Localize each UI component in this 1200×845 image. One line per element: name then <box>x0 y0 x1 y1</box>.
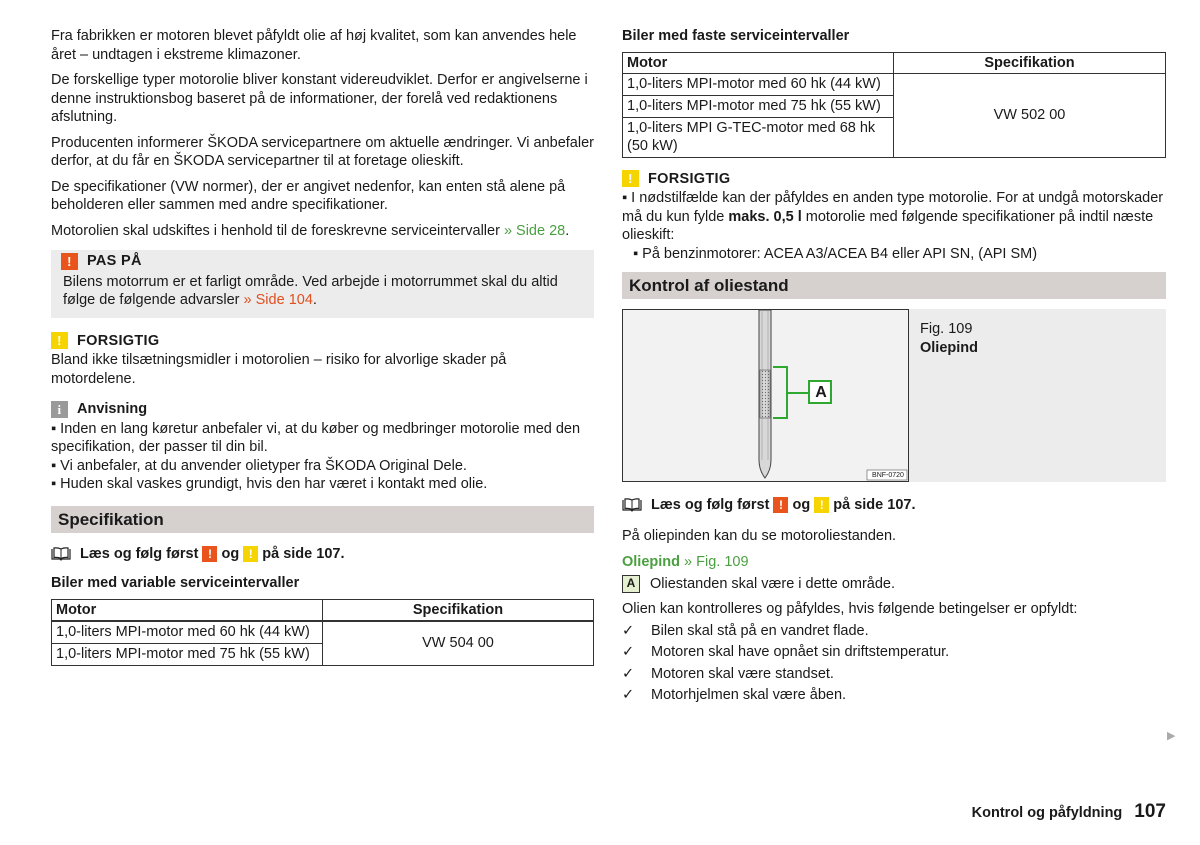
continue-arrow-icon: ▶ <box>1167 730 1176 742</box>
condition-text: Bilen skal stå på en vandret flade. <box>651 622 869 639</box>
caution-box <box>51 332 594 389</box>
warning-title-row <box>61 252 584 271</box>
page-number: 107 <box>1134 801 1166 822</box>
table-cell-motor: 1,0-liters MPI G-TEC-motor med 68 hk (50 kW) <box>623 117 894 157</box>
paragraph-text: Motorolien skal udskiftes i henhold til de foreskrevne serviceintervaller <box>51 222 504 239</box>
dipstick-figure <box>622 309 909 482</box>
table-cell-motor: 1,0-liters MPI-motor med 60 hk (44 kW) <box>623 73 894 95</box>
list-item <box>622 686 1166 705</box>
column-header-motor: Motor <box>52 599 323 621</box>
read-first-mid: og <box>221 545 240 562</box>
caution-box <box>622 170 1166 264</box>
list-item <box>622 622 1166 641</box>
figure-block <box>622 309 1166 482</box>
page-footer <box>972 803 1166 823</box>
paragraph: Producenten informerer ŠKODA servicepartnere om aktuelle ændringer. Vi anbefaler derfor, at du får en ŠKODA servicepartner til at foretage olieskift. <box>51 134 594 169</box>
caution-text-before: ▪ I nødstilfælde kan der påfyldes en anden type motorolie. For at undgå motorskader må du kun fylde <box>622 190 1164 225</box>
note-item: ▪ Inden en lang køretur anbefaler vi, at du køber og medbringer motorolie med den specifikation, der passer til din bil. <box>51 420 581 455</box>
label-a-row <box>622 575 1166 594</box>
read-first-suffix: på side 107. <box>833 497 916 513</box>
figure-caption <box>909 309 978 482</box>
book-icon <box>622 498 642 512</box>
table-row <box>52 621 594 644</box>
spec-table-fixed <box>622 52 1166 158</box>
caution-icon: ! <box>243 546 258 562</box>
list-item <box>622 665 1166 684</box>
paragraph <box>51 222 594 241</box>
check-icon: ✓ <box>622 665 635 682</box>
warning-text <box>61 273 584 310</box>
footer-chapter: Kontrol og påfyldning <box>971 805 1123 821</box>
caution-title: FORSIGTIG <box>77 332 160 349</box>
note-box <box>51 400 594 494</box>
read-first-line <box>51 545 594 564</box>
warning-title: PAS PÅ <box>87 253 142 269</box>
column-header-spec: Specifikation <box>323 599 594 621</box>
read-first-prefix: Læs og følg først <box>651 497 770 513</box>
read-first-line <box>622 496 1166 515</box>
warning-body: Bilens motorrum er et farligt område. Ved arbejde i motorrummet skal du altid følge de følgende advarsler <box>63 273 558 308</box>
caution-text-after: motorolie med følgende specifikationer på indtil næste olieskift: <box>622 208 1154 243</box>
page-link[interactable]: » Side 28 <box>503 222 566 239</box>
label-a-text: Oliestanden skal være i dette område. <box>650 575 896 592</box>
conditions-intro: Olien kan kontrolleres og påfyldes, hvis følgende betingelser er opfyldt: <box>622 601 1078 617</box>
warning-end: . <box>312 292 317 308</box>
table-header-row <box>623 52 1166 73</box>
section-heading: Specifikation <box>51 506 594 533</box>
label-a-box: A <box>622 575 640 593</box>
caution-icon: ! <box>51 332 68 349</box>
caution-title: FORSIGTIG <box>648 170 731 187</box>
condition-text: Motoren skal have opnået sin driftstemperatur. <box>651 644 950 660</box>
table-caption: Biler med faste serviceintervaller <box>622 28 850 44</box>
figure-link[interactable]: » Fig. 109 <box>684 554 749 570</box>
paragraph-end: . <box>565 222 570 239</box>
figure-title: Oliepind <box>920 339 978 356</box>
table-cell-spec: VW 502 00 <box>894 73 1166 157</box>
figure-label-a: A <box>815 384 827 401</box>
warning-icon: ! <box>202 546 217 562</box>
section-heading: Kontrol af oliestand <box>622 272 1166 299</box>
list-item <box>622 643 1166 662</box>
note-title-row <box>51 400 594 419</box>
condition-text: Motoren skal være standset. <box>651 665 834 682</box>
dipstick-label: Oliepind <box>622 554 680 570</box>
caution-text: Bland ikke tilsætningsmidler i motorolien – risiko for alvorlige skader på motordelene. <box>51 352 507 387</box>
column-header-motor: Motor <box>623 52 894 73</box>
warning-box <box>51 250 594 318</box>
warning-icon: ! <box>773 497 788 513</box>
table-cell-spec: VW 504 00 <box>323 621 594 666</box>
dipstick-heading <box>622 553 1166 572</box>
paragraph: De forskellige typer motorolie bliver konstant videreudviklet. Derfor er angivelserne i denne instruktionsbog baseret på de informationer, der forelå ved redaktionens afslutning. <box>51 72 588 125</box>
note-item: ▪ Vi anbefaler, at du anvender olietyper fra ŠKODA Original Dele. <box>51 457 467 474</box>
caution-icon: ! <box>622 170 639 187</box>
spec-table-variable <box>51 599 594 666</box>
caution-text <box>622 189 1166 245</box>
caution-title-row <box>622 170 1166 189</box>
intro-text: På oliepinden kan du se motoroliestanden. <box>622 527 897 544</box>
table-cell-motor: 1,0-liters MPI-motor med 60 hk (44 kW) <box>52 621 323 644</box>
figure-code: BNF-0720 <box>872 472 904 479</box>
check-icon: ✓ <box>622 622 635 639</box>
note-title: Anvisning <box>77 401 148 417</box>
read-first-mid: og <box>792 497 811 513</box>
condition-text: Motorhjelmen skal være åben. <box>651 687 847 703</box>
caution-icon: ! <box>814 497 829 513</box>
table-caption: Biler med variable serviceintervaller <box>51 575 300 591</box>
table-header-row <box>52 599 594 621</box>
right-column <box>622 27 1166 708</box>
table-row <box>623 73 1166 95</box>
check-icon: ✓ <box>622 687 635 703</box>
table-cell-motor: 1,0-liters MPI-motor med 75 hk (55 kW) <box>52 643 323 665</box>
table-cell-motor: 1,0-liters MPI-motor med 75 hk (55 kW) <box>623 95 894 117</box>
check-icon: ✓ <box>622 644 635 660</box>
page-link[interactable]: » Side 104 <box>243 292 313 308</box>
warning-icon: ! <box>61 253 78 270</box>
note-item: ▪ Huden skal vaskes grundigt, hvis den har været i kontakt med olie. <box>51 476 488 492</box>
read-first-prefix: Læs og følg først <box>80 545 199 562</box>
left-column <box>51 27 594 666</box>
read-first-suffix: på side 107. <box>262 545 345 562</box>
paragraph: De specifikationer (VW normer), der er angivet nedenfor, kan enten stå alene på beholderen eller sammen med andre specifikationer. <box>51 178 566 213</box>
book-icon <box>51 547 71 561</box>
caution-sub-item: ▪ På benzinmotorer: ACEA A3/ACEA B4 eller API SN, (API SM) <box>633 245 1038 262</box>
caution-text-bold: maks. 0,5 l <box>728 208 802 225</box>
info-icon: i <box>51 401 68 418</box>
column-header-spec: Specifikation <box>894 52 1166 73</box>
dipstick-illustration <box>623 310 908 481</box>
figure-number: Fig. 109 <box>920 321 973 337</box>
paragraph: Fra fabrikken er motoren blevet påfyldt olie af høj kvalitet, som kan anvendes hele året – undtagen i ekstreme klimazoner. <box>51 28 577 63</box>
caution-title-row <box>51 332 594 351</box>
